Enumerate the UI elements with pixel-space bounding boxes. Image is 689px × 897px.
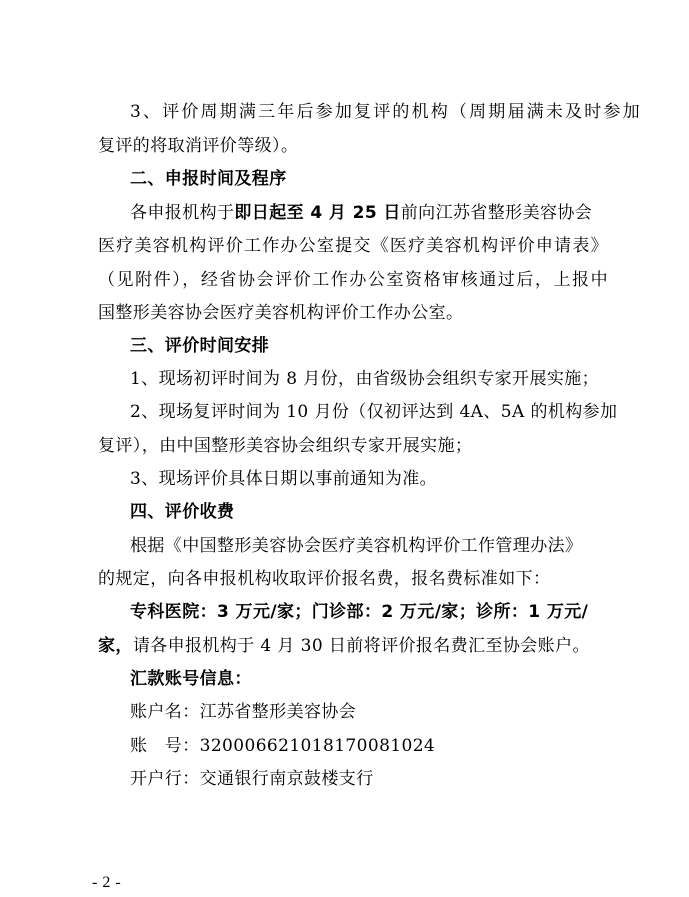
account-number-row xyxy=(130,735,435,757)
account-info-heading: 汇款账号信息： xyxy=(130,669,252,689)
schedule-item-3: 3、现场评价具体日期以事前通知为准。 xyxy=(130,469,438,489)
account-name-label: 账户名： xyxy=(130,702,200,722)
section-4-para-line-2: 的规定，向各申报机构收取评价报名费，报名费标准如下： xyxy=(98,569,551,589)
account-bank-row xyxy=(130,768,374,790)
section-2-para-post: 前向江苏省整形美容协会 xyxy=(400,203,593,223)
deadline-bold: 即日起至 4 月 25 日 xyxy=(234,203,401,223)
section-2-para-pre: 各申报机构于 xyxy=(130,203,235,223)
section-3-heading: 三、评价时间安排 xyxy=(130,336,270,356)
page-number: - 2 - xyxy=(92,874,122,891)
section-2-para-line-3: （见附件），经省协会评价工作办公室资格审核通过后，上报中 xyxy=(98,270,608,290)
account-bank-label: 开户行： xyxy=(130,769,200,789)
section-2-para-line-1 xyxy=(130,202,592,224)
section-2-para-line-4: 国整形美容协会医疗美容机构评价工作办公室。 xyxy=(98,303,464,323)
section-4-para-line-1: 根据《中国整形美容协会医疗美容机构评价工作管理办法》 xyxy=(130,536,583,556)
eval-item-3-line-1: 3、评价周期满三年后参加复评的机构（周期届满未及时参加 xyxy=(130,102,640,122)
fees-line-2-bold: 家， xyxy=(98,636,133,656)
section-2-para-line-2: 医疗美容机构评价工作办公室提交《医疗美容机构评价申请表》 xyxy=(98,236,608,256)
schedule-item-1: 1、现场初评时间为 8 月份，由省级协会组织专家开展实施； xyxy=(130,369,600,389)
account-bank-value: 交通银行南京鼓楼支行 xyxy=(199,769,374,789)
schedule-item-2-line-1: 2、现场复评时间为 10 月份（仅初评达到 4A、5A 的机构参加 xyxy=(130,402,618,422)
account-name-row xyxy=(130,701,356,723)
eval-item-3-line-2: 复评的将取消评价等级）。 xyxy=(98,136,299,156)
section-2-heading: 二、申报时间及程序 xyxy=(130,169,287,189)
account-number-label: 账 号： xyxy=(130,736,200,756)
fees-line-2 xyxy=(98,635,590,657)
fees-line-2-rest: 请各申报机构于 4 月 30 日前将评价报名费汇至协会账户。 xyxy=(132,636,590,656)
account-number-value: 320006621018170081024 xyxy=(199,736,436,756)
section-4-heading: 四、评价收费 xyxy=(130,502,235,522)
schedule-item-2-line-2: 复评），由中国整形美容协会组织专家开展实施； xyxy=(98,436,473,456)
fees-line-1: 专科医院：3 万元/家；门诊部：2 万元/家；诊所：1 万元/ xyxy=(130,602,589,622)
account-name-value: 江苏省整形美容协会 xyxy=(199,702,357,722)
